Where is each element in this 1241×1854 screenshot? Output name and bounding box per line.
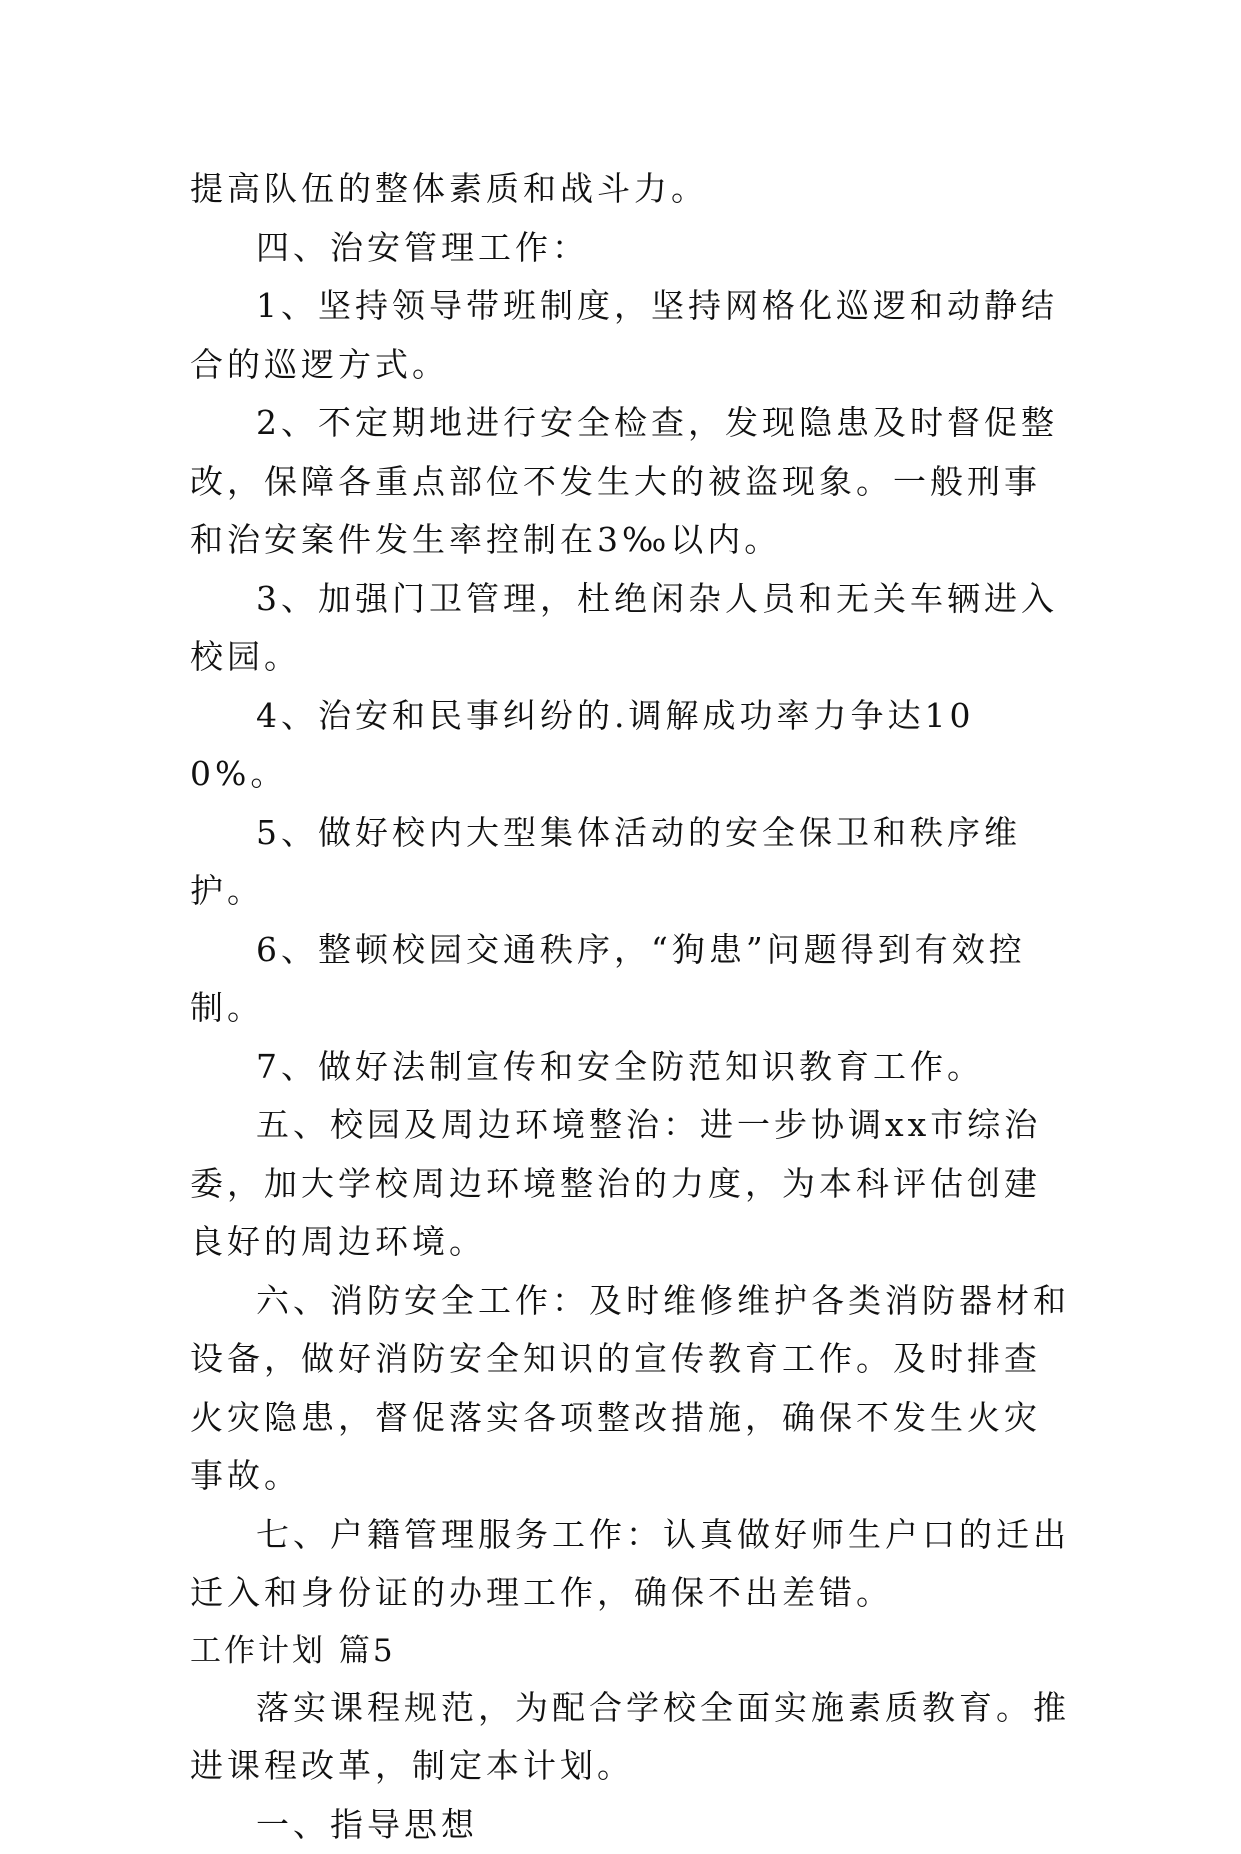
- paragraph-plan-intro: 落实课程规范，为配合学校全面实施素质教育。推进课程改革，制定本计划。: [190, 1679, 1070, 1796]
- paragraph-section-four-title: 四、治安管理工作：: [190, 219, 1070, 278]
- paragraph-item-1: 1、坚持领导带班制度，坚持网格化巡逻和动静结合的巡逻方式。: [190, 277, 1070, 394]
- paragraph-item-2: 2、不定期地进行安全检查，发现隐患及时督促整改，保障各重点部位不发生大的被盗现象。一般刑事和治安案件发生率控制在3‰以内。: [190, 394, 1070, 570]
- paragraph-item-4: 4、治安和民事纠纷的.调解成功率力争达100%。: [190, 687, 1070, 804]
- paragraph-item-3: 3、加强门卫管理，杜绝闲杂人员和无关车辆进入校园。: [190, 570, 1070, 687]
- paragraph-item-7: 7、做好法制宣传和安全防范知识教育工作。: [190, 1038, 1070, 1097]
- paragraph-item-5: 5、做好校内大型集体活动的安全保卫和秩序维护。: [190, 804, 1070, 921]
- paragraph-section-five: 五、校园及周边环境整治：进一步协调xx市综治委，加大学校周边环境整治的力度，为本科评估创建良好的周边环境。: [190, 1096, 1070, 1272]
- section-heading: 工作计划 篇5: [190, 1623, 1070, 1679]
- paragraph-guiding-ideology-title: 一、指导思想: [190, 1796, 1070, 1854]
- document-body: [190, 160, 1070, 1854]
- paragraph-section-six: 六、消防安全工作：及时维修维护各类消防器材和设备，做好消防安全知识的宣传教育工作。及时排查火灾隐患，督促落实各项整改措施，确保不发生火灾事故。: [190, 1272, 1070, 1506]
- paragraph-section-seven: 七、户籍管理服务工作：认真做好师生户口的迁出迁入和身份证的办理工作，确保不出差错。: [190, 1506, 1070, 1623]
- paragraph-item-6: 6、整顿校园交通秩序，“狗患”问题得到有效控制。: [190, 921, 1070, 1038]
- paragraph-continuation: 提高队伍的整体素质和战斗力。: [190, 160, 1070, 219]
